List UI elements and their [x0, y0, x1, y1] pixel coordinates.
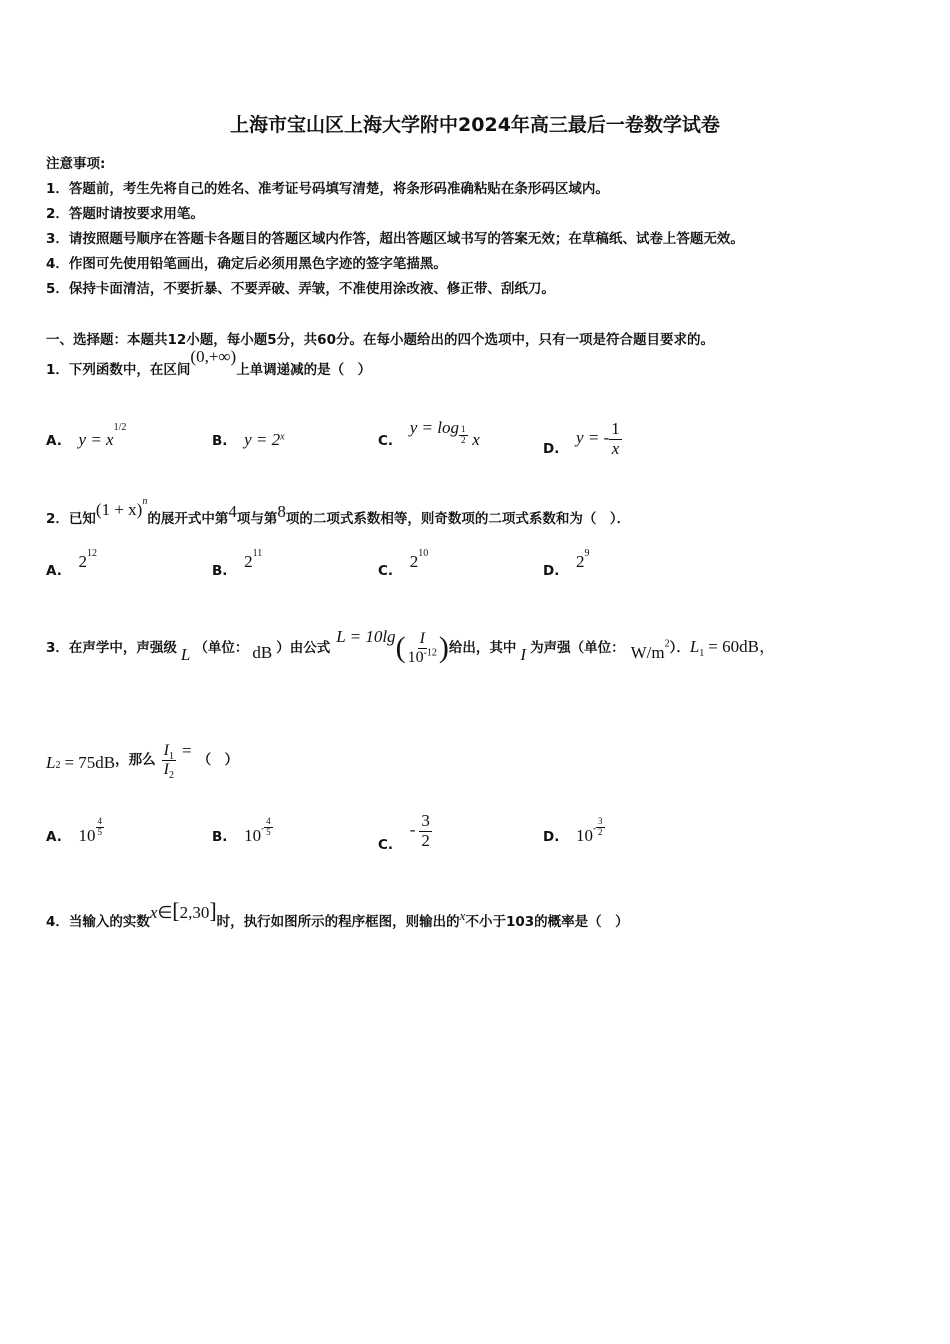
q3-mid4: ）．: [669, 640, 690, 657]
q2-n1: 4: [228, 502, 237, 521]
notice-item-3: 3．请按照题号顺序在答题卡各题目的答题区域内作答，超出答题区域书写的答案无效；在草稿纸、试卷上答题无效。: [46, 231, 744, 247]
q3-L1-value: = 60dB，: [708, 637, 776, 657]
q2-c-base: 2: [409, 552, 419, 571]
q3-c-fraction: $\frac{3}{2}$: [421, 811, 430, 850]
q3-unit: dB: [252, 643, 273, 663]
q2-exponent: n: [142, 495, 148, 507]
option-label: C.: [378, 433, 394, 449]
q1-c-expr: y = log: [409, 418, 459, 437]
q3-mid1: ）由公式: [276, 640, 331, 657]
q2-a-exp: 12: [87, 547, 98, 559]
option-label: B.: [212, 829, 228, 845]
q3-a-base: 10: [78, 826, 96, 845]
q2-b-base: 2: [244, 552, 253, 571]
q3-d-exp: $\frac{3}{2}$: [598, 815, 603, 837]
q1-a-exponent: 1/2: [113, 421, 127, 433]
question-1-stem: [46, 347, 372, 379]
q1-d-fraction: $\frac{1}{x}$: [611, 419, 620, 458]
q2-mid1: 的展开式中第: [147, 511, 229, 527]
notice-item-1: 1．答题前，考生先将自己的姓名、准考证号码填写清楚，将条形码准确粘贴在条形码区域内。: [46, 181, 609, 197]
q4-prefix: 4．当输入的实数: [46, 914, 150, 930]
notice-heading: 注意事项:: [46, 156, 106, 172]
q3-L: L: [180, 645, 191, 665]
q2-expr: (1 + x): [95, 500, 143, 519]
q4-bracket-left: [: [172, 898, 180, 923]
option-label: B.: [212, 563, 228, 579]
q4-x2: x: [459, 908, 466, 923]
q1-option-c[interactable]: [378, 418, 480, 451]
option-label: D.: [543, 563, 560, 579]
option-label: C.: [378, 837, 394, 854]
option-label: A.: [46, 433, 62, 449]
q2-d-base: 2: [576, 552, 585, 571]
question-2-stem: [46, 495, 631, 528]
q2-option-a[interactable]: [46, 547, 98, 580]
q1-option-d[interactable]: [543, 420, 622, 458]
q3-L2: L: [46, 753, 56, 773]
q3-formula-lhs: L = 10lg: [336, 627, 396, 647]
q2-n2: 8: [277, 502, 286, 521]
q3-option-d[interactable]: D. 10- $\frac{3}{2}$: [543, 815, 603, 845]
q3-b-exp: $\frac{4}{5}$: [266, 815, 271, 837]
q1-option-a[interactable]: [46, 421, 127, 450]
option-label: D.: [543, 829, 560, 845]
q2-mid2: 项与第: [236, 511, 278, 527]
q3-option-c[interactable]: [378, 811, 432, 854]
q3-option-a[interactable]: [46, 815, 104, 847]
q3-unit2-exp: 2: [664, 638, 670, 650]
q2-option-d[interactable]: [543, 547, 590, 580]
notice-item-4: 4．作图可先使用铅笔画出，确定后必须用黑色字迹的签字笔描黑。: [46, 256, 447, 272]
q3-paren: （ ）: [197, 752, 239, 769]
q4-in: ∈: [157, 903, 173, 922]
q1-interval: (0,+∞): [190, 347, 237, 366]
q4-x: x: [149, 903, 158, 922]
q1-d-expr: y = -: [576, 428, 610, 448]
q2-c-exp: 10: [418, 547, 429, 559]
q3-ratio: $\frac{I_1}{I_2}$: [163, 742, 174, 781]
q3-b-base: 10: [244, 826, 262, 845]
q4-range: 2,30: [179, 903, 210, 922]
q3-mid2: 给出，其中: [448, 640, 517, 657]
q1-prefix: 1．下列函数中，在区间: [46, 362, 191, 378]
page-title: 上海市宝山区上海大学附中2024年高三最后一卷数学试卷: [230, 114, 720, 136]
q1-b-exponent: x: [280, 431, 285, 443]
q3-formula-fraction: $\frac{I}{10^{-12}}$: [407, 630, 437, 666]
q3-unit-label: （单位：: [194, 640, 249, 657]
q3-option-b[interactable]: B. 10- $\frac{4}{5}$: [212, 815, 271, 845]
q1-c-var: x: [472, 430, 480, 449]
q3-L1: L: [689, 637, 700, 657]
q3-I: I: [520, 645, 527, 665]
q3-prefix: 3．在声学中，声强级: [46, 640, 177, 657]
q2-suffix: 项的二项式系数相等，则奇数项的二项式系数和为（ ）．: [285, 511, 631, 527]
q3-L2-value: = 75dB: [64, 753, 116, 773]
q1-c-log-base: $\frac{1}{2}$: [461, 423, 466, 445]
q2-b-exp: 11: [252, 547, 263, 559]
option-label: B.: [212, 433, 228, 449]
q2-prefix: 2．已知: [46, 511, 96, 527]
q3-then: ，那么: [115, 752, 156, 769]
q2-a-base: 2: [78, 552, 88, 571]
notice-item-5: 5．保持卡面清洁，不要折暴、不要弄破、弄皱，不准使用涂改液、修正带、刮纸刀。: [46, 281, 555, 297]
q1-a-expr: y = x: [78, 430, 114, 449]
q1-suffix: 上单调递减的是（ ）: [236, 362, 372, 378]
q3-mid3: 为声强（单位：: [530, 640, 625, 657]
q2-option-b[interactable]: [212, 547, 263, 580]
q3-paren-left: (: [395, 631, 406, 665]
question-3-stem: 3．在声学中，声强级 L （单位： dB ）由公式L = 10lg( $\frac{I}{10^{-12}}$ )给出，其中 I 为声强（单位： $W/m^2$）．$L_1 = 60dB$，: [46, 627, 776, 666]
q3-a-exp: $\frac{4}{5}$: [97, 815, 103, 837]
option-label: A.: [46, 829, 62, 845]
question-3-stem-cont: $L_2 = 75dB$，那么 $\frac{I_1}{I_2}$ = （ ）: [46, 741, 239, 781]
question-4-stem: [46, 898, 629, 932]
q3-unit2: W/m: [630, 643, 665, 663]
q2-d-exp: 9: [584, 547, 590, 559]
q1-b-expr: y = 2: [244, 430, 281, 449]
q4-mid: 时，执行如图所示的程序框图，则输出的: [216, 914, 460, 930]
q3-paren-right: ): [438, 631, 449, 665]
option-label: C.: [378, 563, 394, 579]
option-label: D.: [543, 441, 560, 458]
q3-c-sign: -: [409, 820, 416, 840]
q4-bracket-right: ]: [209, 898, 217, 923]
q2-option-c[interactable]: [378, 547, 429, 580]
q3-d-base: 10: [576, 826, 594, 845]
q4-suffix: 不小于103的概率是（ ）: [465, 914, 629, 930]
q1-option-b[interactable]: [212, 430, 285, 450]
q3-eq: =: [181, 741, 192, 761]
option-label: A.: [46, 563, 62, 579]
notice-item-2: 2．答题时请按要求用笔。: [46, 206, 204, 222]
section-heading: 一、选择题：本题共12小题，每小题5分，共60分。在每小题给出的四个选项中，只有一项是符合题目要求的。: [46, 332, 714, 348]
